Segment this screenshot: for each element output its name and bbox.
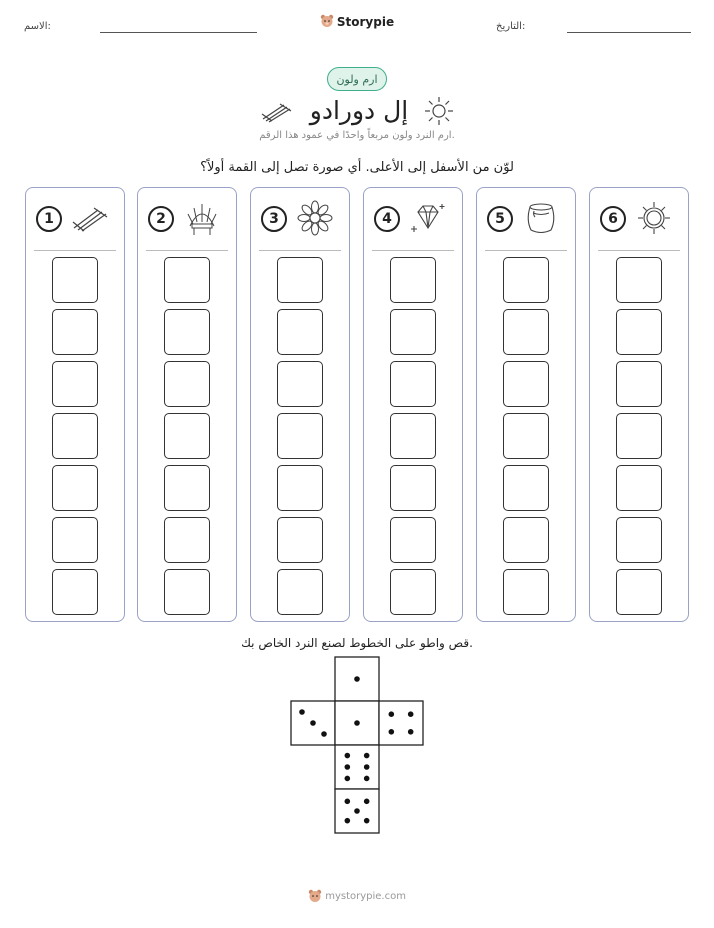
dice-face: [335, 701, 379, 745]
dice-pip: [345, 818, 351, 824]
dice-pip: [345, 764, 351, 770]
column-header: [138, 200, 236, 240]
dice-pip: [364, 753, 370, 759]
column-header: [477, 200, 575, 240]
color-square[interactable]: [616, 257, 662, 303]
color-square[interactable]: [52, 465, 98, 511]
diamond-icon: [408, 200, 448, 236]
dice-pip: [345, 799, 351, 805]
color-square[interactable]: [164, 309, 210, 355]
column-divider: [34, 250, 116, 251]
subtitle: ارم النرد ولون مربعاً واحدًا في عمود هذا الرقم.: [259, 130, 455, 141]
color-square[interactable]: [616, 465, 662, 511]
color-square[interactable]: [164, 361, 210, 407]
bear-logo-icon: [320, 14, 334, 31]
column-header: [590, 200, 688, 240]
color-square[interactable]: [52, 517, 98, 563]
column-header: [364, 200, 462, 240]
color-square[interactable]: [277, 413, 323, 459]
dice-face: [291, 701, 335, 745]
color-square[interactable]: [390, 465, 436, 511]
column-3: [250, 187, 350, 622]
color-square[interactable]: [277, 517, 323, 563]
column-number: 1: [36, 206, 62, 232]
column-4: [363, 187, 463, 622]
name-line[interactable]: [100, 32, 257, 33]
column-1: [25, 187, 125, 622]
color-square[interactable]: [390, 413, 436, 459]
color-square[interactable]: [52, 413, 98, 459]
cut-instruction: قص واطو على الخطوط لصنع النرد الخاص بك.: [241, 636, 473, 650]
color-square[interactable]: [503, 361, 549, 407]
brand-header: [0, 14, 714, 31]
instruction-text: لوّن من الأسفل إلى الأعلى. أي صورة تصل إلى القمة أولاً؟: [200, 160, 514, 175]
bear-footer-icon: [308, 891, 325, 902]
dice-pip: [364, 764, 370, 770]
raft-icon: [70, 200, 110, 236]
dice-pip: [389, 729, 395, 735]
column-number: 2: [148, 206, 174, 232]
color-square[interactable]: [616, 517, 662, 563]
dice-pip: [389, 711, 395, 717]
column-divider: [598, 250, 680, 251]
column-divider: [372, 250, 454, 251]
dice-pip: [321, 731, 327, 737]
color-square[interactable]: [52, 257, 98, 303]
color-square[interactable]: [616, 413, 662, 459]
dice-pip: [345, 776, 351, 782]
color-square[interactable]: [164, 257, 210, 303]
color-square[interactable]: [503, 569, 549, 615]
color-square[interactable]: [616, 569, 662, 615]
dice-pip: [299, 709, 305, 715]
dice-pip: [364, 818, 370, 824]
dice-pip: [354, 720, 360, 726]
dice-pip: [345, 753, 351, 759]
column-number: 3: [261, 206, 287, 232]
color-square[interactable]: [52, 309, 98, 355]
raft-title-icon: [260, 96, 302, 125]
column-divider: [146, 250, 228, 251]
pot-icon: [521, 200, 561, 236]
color-square[interactable]: [277, 257, 323, 303]
color-square[interactable]: [52, 361, 98, 407]
dice-pip: [310, 720, 316, 726]
color-square[interactable]: [164, 569, 210, 615]
color-square[interactable]: [164, 413, 210, 459]
color-square[interactable]: [503, 465, 549, 511]
column-6: [589, 187, 689, 622]
color-square[interactable]: [277, 309, 323, 355]
color-square[interactable]: [390, 257, 436, 303]
footer: [0, 889, 714, 903]
footer-url[interactable]: mystorypie.com: [325, 891, 406, 902]
date-label: التاريخ:: [496, 21, 526, 32]
column-header: [251, 200, 349, 240]
column-divider: [259, 250, 341, 251]
color-square[interactable]: [390, 569, 436, 615]
dice-pip: [354, 676, 360, 682]
dice-face: [379, 701, 423, 745]
sun-title-icon: [424, 95, 454, 124]
brand-name: Storypie: [336, 15, 395, 29]
dice-pip: [408, 729, 414, 735]
dice-face: [335, 657, 379, 701]
color-square[interactable]: [390, 517, 436, 563]
color-square[interactable]: [503, 257, 549, 303]
color-square[interactable]: [503, 517, 549, 563]
page-title-row: [0, 94, 714, 126]
dice-pip: [364, 799, 370, 805]
dice-pip: [364, 776, 370, 782]
column-number: 6: [600, 206, 626, 232]
name-label: الاسم:: [24, 21, 51, 32]
dice-face: [335, 789, 379, 833]
column-number: 5: [487, 206, 513, 232]
date-line[interactable]: [567, 32, 691, 33]
color-square[interactable]: [616, 309, 662, 355]
color-square[interactable]: [277, 465, 323, 511]
dice-pip: [354, 808, 360, 814]
color-square[interactable]: [503, 309, 549, 355]
color-square[interactable]: [277, 569, 323, 615]
column-5: [476, 187, 576, 622]
feather-headdress-icon: [182, 200, 222, 236]
color-square[interactable]: [616, 361, 662, 407]
color-square[interactable]: [277, 361, 323, 407]
column-2: [137, 187, 237, 622]
sun-icon: [634, 200, 674, 236]
color-square[interactable]: [164, 517, 210, 563]
dice-pip: [408, 711, 414, 717]
color-square[interactable]: [164, 465, 210, 511]
color-square[interactable]: [390, 309, 436, 355]
color-square[interactable]: [390, 361, 436, 407]
dice-face: [335, 745, 379, 789]
column-divider: [485, 250, 567, 251]
game-badge: ارم ولون: [327, 67, 387, 91]
column-header: [26, 200, 124, 240]
flower-icon: [295, 200, 335, 236]
color-square[interactable]: [503, 413, 549, 459]
color-square[interactable]: [52, 569, 98, 615]
page-title: إل دورادو: [309, 95, 409, 125]
column-number: 4: [374, 206, 400, 232]
